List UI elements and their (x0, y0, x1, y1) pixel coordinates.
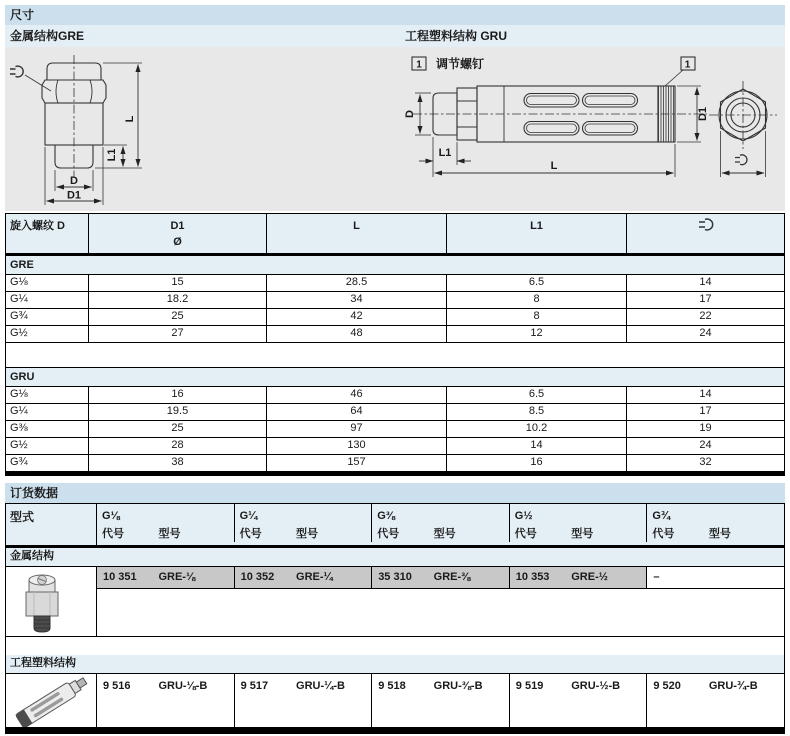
part-code: 35 310 (378, 571, 412, 583)
dim-table-row (5, 326, 785, 343)
code-column-label: 代号 (102, 528, 124, 540)
order-table-header (5, 503, 785, 548)
dim-cell-thread: G⅛ (6, 387, 89, 403)
callout-number: 1 (416, 59, 422, 71)
part-code: 10 352 (240, 571, 275, 583)
dim-cell-d1: 25 (89, 421, 267, 437)
wrench-icon (10, 66, 23, 77)
dim-cell-l: 64 (267, 404, 447, 420)
dim-cell-sw: 22 (699, 310, 712, 322)
part-code: 9 517 (240, 680, 269, 692)
dim-cell-d1: 28 (89, 438, 267, 454)
size-label: G½ (514, 510, 533, 522)
order-gap (5, 637, 785, 655)
size-label: G⅜ (377, 510, 395, 522)
model-column-label: 型号 (433, 528, 456, 540)
code-column-label: 代号 (514, 528, 537, 540)
part-code: 9 520 (653, 680, 681, 692)
dim-cell-l1: 8.5 (447, 404, 627, 420)
dim-cell-d1: 15 (89, 275, 267, 291)
dim-cell-l1: 8 (447, 292, 627, 308)
part-model: GRE-⅛ (158, 571, 196, 583)
order-size-column (647, 504, 784, 542)
dim-cell-l1: 8 (447, 309, 627, 325)
gre-dim-d1-label: D1 (66, 189, 82, 202)
dim-cell-thread: G¼ (6, 292, 89, 308)
code-column-label: 代号 (377, 528, 400, 540)
col-wrench-header (627, 214, 784, 253)
technical-drawing-svg (5, 47, 785, 211)
order-data-title: 订货数据 (5, 483, 785, 503)
dim-cell-l: 48 (267, 326, 447, 342)
col-thread-header: 旋入螺纹 D (6, 214, 89, 253)
col-d1-label: D1 (170, 220, 185, 232)
dim-table-row (5, 309, 785, 326)
callout-legend (412, 56, 484, 71)
group-header-gre: GRE (5, 256, 785, 275)
part-model: GRU-⅜-B (433, 680, 483, 692)
dim-cell-l: 46 (267, 387, 447, 403)
type-column-header: 型式 (6, 504, 97, 545)
dim-table-row (5, 387, 785, 404)
dim-cell-l: 42 (267, 309, 447, 325)
part-model: GRE-¼ (296, 571, 333, 583)
part-cell (372, 674, 510, 727)
callout-number-drawing: 1 (684, 59, 691, 71)
gru-rows (5, 387, 785, 472)
dim-cell-thread: G¾ (6, 455, 89, 471)
gre-product-image (6, 567, 97, 636)
metal-row (5, 566, 785, 637)
dim-cell-sw: 19 (699, 422, 712, 434)
metal-part-cells (97, 567, 784, 589)
group-header-gru: GRU (5, 368, 785, 387)
part-code: 10 351 (103, 571, 137, 583)
dim-table-row (5, 438, 785, 455)
model-column-label: 型号 (158, 528, 181, 540)
dim-cell-l: 97 (267, 421, 447, 437)
size-label: G¾ (652, 510, 671, 522)
dim-table-row (5, 404, 785, 421)
dim-cell-d1: 16 (89, 387, 267, 403)
part-model: GRE-½ (571, 571, 608, 583)
code-column-label: 代号 (652, 528, 675, 540)
size-columns (97, 504, 784, 545)
part-code: 10 353 (515, 571, 550, 583)
part-cell (510, 567, 648, 589)
dim-cell-l: 130 (267, 438, 447, 454)
dim-cell-sw: 14 (699, 276, 712, 288)
part-code: 9 519 (515, 680, 544, 692)
gre-dim-l-label: L (124, 115, 136, 123)
col-l1-header: L1 (447, 214, 627, 253)
dimension-drawings (5, 47, 785, 211)
dim-cell-sw: 14 (699, 388, 712, 400)
plastic-section-title: 工程塑料结构 GRU (405, 29, 508, 43)
dim-table-row (5, 421, 785, 438)
part-model (709, 567, 784, 588)
dim-cell-l1: 6.5 (447, 275, 627, 291)
dim-cell-sw: 17 (699, 405, 712, 417)
part-model: GRU-⅛-B (158, 680, 208, 692)
dim-cell-l: 157 (267, 455, 447, 471)
dim-cell-thread: G¼ (6, 404, 89, 420)
dim-cell-sw: 32 (699, 456, 712, 468)
part-cell (235, 674, 373, 727)
col-d1-header (89, 214, 267, 253)
callout-label: 调节螺钉 (436, 57, 485, 71)
dim-table-header (5, 213, 785, 256)
dim-cell-sw: 17 (699, 293, 712, 305)
dim-cell-thread: G⅛ (6, 275, 89, 291)
dim-cell-l1: 16 (447, 455, 627, 471)
plastic-row (5, 673, 785, 728)
order-size-column (235, 504, 373, 542)
gru-product-image (6, 674, 97, 727)
section-band (5, 25, 785, 47)
table-bottom-rule (5, 472, 785, 476)
order-size-column (97, 504, 235, 542)
part-cell (97, 674, 235, 727)
gre-dim-labels (67, 115, 136, 201)
part-model: GRU-¼-B (296, 680, 345, 692)
dim-cell-l: 34 (267, 292, 447, 308)
dim-cell-d1: 38 (89, 455, 267, 471)
model-column-label: 型号 (571, 528, 594, 540)
dim-cell-l: 28.5 (267, 275, 447, 291)
part-cell (510, 674, 648, 727)
wrench-icon (735, 155, 747, 165)
size-label: G⅛ (102, 510, 120, 522)
gru-dim-d1-label: D1 (697, 106, 709, 122)
col-d1-diameter-symbol: Ø (173, 236, 182, 248)
dim-cell-d1: 19.5 (89, 404, 267, 420)
part-cell (647, 674, 784, 727)
part-code: 9 518 (378, 680, 406, 692)
dim-cell-l1: 6.5 (447, 387, 627, 403)
dim-cell-thread: G½ (6, 326, 89, 342)
dim-cell-sw: 24 (699, 327, 712, 339)
gre-rows (5, 275, 785, 343)
part-cell (372, 567, 510, 589)
gre-dim-d-label: D (70, 175, 78, 187)
metal-section-band: 金属结构 (5, 548, 785, 566)
dim-cell-l1: 12 (447, 326, 627, 342)
part-model: GRU-¾-B (708, 680, 758, 692)
col-l-header: L (267, 214, 447, 253)
dim-cell-thread: G½ (6, 438, 89, 454)
gru-dim-l-label: L (550, 160, 558, 172)
metal-section-title: 金属结构GRE (10, 29, 85, 43)
dim-table-row (5, 455, 785, 472)
part-model: GRE-⅜ (433, 571, 471, 583)
model-column-label: 型号 (296, 528, 319, 540)
dimension-table (5, 213, 785, 476)
part-cell (235, 567, 373, 589)
gru-drawing (413, 57, 707, 177)
dim-table-row (5, 275, 785, 292)
part-code: 9 516 (103, 680, 131, 692)
page-title: 尺寸 (5, 5, 785, 25)
part-code: – (653, 571, 660, 583)
dim-cell-l1: 10.2 (447, 421, 627, 437)
dim-cell-thread: G¾ (6, 309, 89, 325)
gru-dim-d-label: D (404, 110, 416, 118)
dim-cell-d1: 18.2 (89, 292, 267, 308)
order-size-column (510, 504, 648, 542)
order-size-column (372, 504, 510, 542)
plastic-part-cells (97, 674, 784, 727)
model-column-label: 型号 (708, 528, 731, 540)
dim-cell-d1: 25 (89, 309, 267, 325)
dim-table-row (5, 292, 785, 309)
page-bottom-rule (5, 727, 785, 734)
size-label: G¼ (239, 510, 258, 522)
dim-cell-d1: 27 (89, 326, 267, 342)
part-cell (647, 567, 784, 589)
wrench-icon (697, 218, 714, 231)
gru-end-view (709, 81, 777, 177)
part-model: GRU-½-B (571, 680, 621, 692)
gre-dim-l1-label: L1 (106, 148, 118, 162)
plastic-section-band: 工程塑料结构 (5, 655, 785, 673)
gru-dim-l1-label: L1 (438, 147, 452, 159)
dim-cell-l1: 14 (447, 438, 627, 454)
part-cell (97, 567, 235, 589)
dim-cell-sw: 24 (699, 439, 712, 451)
code-column-label: 代号 (239, 528, 262, 540)
dim-cell-thread: G⅜ (6, 421, 89, 437)
table-gap (5, 343, 785, 368)
